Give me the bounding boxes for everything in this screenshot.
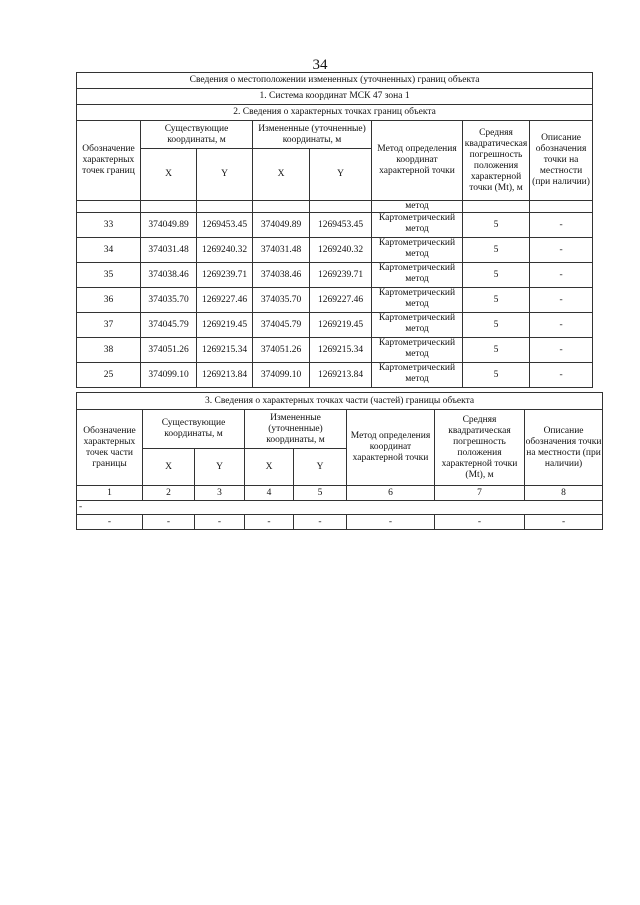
- dash-cell: -: [435, 515, 525, 530]
- point-cell: 35: [77, 263, 141, 288]
- header-y: Y: [195, 449, 245, 486]
- blank-cell: [253, 201, 310, 213]
- changed-x-cell: 374031.48: [253, 238, 310, 263]
- existing-x-cell: 374099.10: [141, 363, 197, 388]
- coordinate-system: 1. Система координат МСК 47 зона 1: [77, 89, 593, 105]
- table-row: [77, 363, 593, 388]
- existing-y-cell: 1269239.71: [197, 263, 253, 288]
- dash-cell: -: [294, 515, 347, 530]
- accuracy-cell: 5: [463, 263, 530, 288]
- changed-y-cell: 1269215.34: [310, 338, 372, 363]
- header-method: Метод определения координат характерной точки: [372, 121, 463, 201]
- description-cell: -: [530, 363, 593, 388]
- header-description: Описание обозначения точки на местности (при наличии): [525, 410, 603, 486]
- table-title: Сведения о местоположении измененных (уточненных) границ объекта: [77, 73, 593, 89]
- changed-y-cell: 1269240.32: [310, 238, 372, 263]
- accuracy-cell: 5: [463, 363, 530, 388]
- table-row: [77, 515, 603, 530]
- changed-x-cell: 374049.89: [253, 213, 310, 238]
- dash-cell: -: [525, 515, 603, 530]
- subheader-method: метод: [372, 201, 463, 213]
- header-changed: Измененные (уточненные) координаты, м: [245, 410, 347, 449]
- table-row: [77, 313, 593, 338]
- header-changed: Измененные (уточненные) координаты, м: [253, 121, 372, 149]
- header-accuracy: Средняя квадратическая погрешность положения характерной точки (Mt), м: [435, 410, 525, 486]
- part-boundary-points-table: [76, 392, 603, 530]
- column-number: 8: [525, 486, 603, 501]
- description-cell: -: [530, 213, 593, 238]
- column-number: 2: [143, 486, 195, 501]
- column-number: 1: [77, 486, 143, 501]
- section-3-title: 3. Сведения о характерных точках части (частей) границы объекта: [77, 393, 603, 410]
- existing-x-cell: 374049.89: [141, 213, 197, 238]
- accuracy-cell: 5: [463, 338, 530, 363]
- header-y: Y: [294, 449, 347, 486]
- header-y: Y: [197, 149, 253, 201]
- existing-x-cell: 374035.70: [141, 288, 197, 313]
- method-cell: Картометрический метод: [372, 288, 463, 313]
- description-cell: -: [530, 238, 593, 263]
- header-designation: Обозначение характерных точек части границы: [77, 410, 143, 486]
- accuracy-cell: 5: [463, 213, 530, 238]
- table-row: [77, 338, 593, 363]
- column-number: 5: [294, 486, 347, 501]
- column-number: 3: [195, 486, 245, 501]
- blank-cell: [141, 201, 197, 213]
- changed-y-cell: 1269227.46: [310, 288, 372, 313]
- header-x: X: [253, 149, 310, 201]
- dash-row: -: [77, 501, 603, 515]
- point-cell: 38: [77, 338, 141, 363]
- point-cell: 25: [77, 363, 141, 388]
- existing-y-cell: 1269215.34: [197, 338, 253, 363]
- table-row: [77, 288, 593, 313]
- page-number: 34: [312, 57, 328, 73]
- boundary-points-table: [76, 72, 593, 388]
- existing-x-cell: 374045.79: [141, 313, 197, 338]
- blank-cell: [463, 201, 530, 213]
- column-number: 4: [245, 486, 294, 501]
- changed-x-cell: 374051.26: [253, 338, 310, 363]
- column-number: 7: [435, 486, 525, 501]
- changed-y-cell: 1269453.45: [310, 213, 372, 238]
- existing-y-cell: 1269213.84: [197, 363, 253, 388]
- changed-x-cell: 374099.10: [253, 363, 310, 388]
- section-2-title: 2. Сведения о характерных точках границ объекта: [77, 105, 593, 121]
- header-x: X: [141, 149, 197, 201]
- description-cell: -: [530, 288, 593, 313]
- table-row: [77, 213, 593, 238]
- table-row: [77, 238, 593, 263]
- method-cell: Картометрический метод: [372, 313, 463, 338]
- changed-x-cell: 374035.70: [253, 288, 310, 313]
- dash-cell: -: [347, 515, 435, 530]
- method-cell: Картометрический метод: [372, 213, 463, 238]
- method-cell: Картометрический метод: [372, 338, 463, 363]
- dash-cell: -: [195, 515, 245, 530]
- header-accuracy: Средняя квадратическая погрешность положения характерной точки (Mt), м: [463, 121, 530, 201]
- dash-cell: -: [143, 515, 195, 530]
- header-existing: Существующие координаты, м: [141, 121, 253, 149]
- accuracy-cell: 5: [463, 238, 530, 263]
- header-description: Описание обозначения точки на местности (при наличии): [530, 121, 593, 201]
- existing-y-cell: 1269219.45: [197, 313, 253, 338]
- existing-x-cell: 374038.46: [141, 263, 197, 288]
- header-x: X: [245, 449, 294, 486]
- existing-y-cell: 1269240.32: [197, 238, 253, 263]
- description-cell: -: [530, 338, 593, 363]
- header-existing: Существующие координаты, м: [143, 410, 245, 449]
- point-cell: 37: [77, 313, 141, 338]
- dash-cell: -: [245, 515, 294, 530]
- blank-cell: [77, 201, 141, 213]
- blank-cell: [310, 201, 372, 213]
- changed-y-cell: 1269219.45: [310, 313, 372, 338]
- changed-y-cell: 1269213.84: [310, 363, 372, 388]
- column-number: 6: [347, 486, 435, 501]
- header-method: Метод определения координат характерной точки: [347, 410, 435, 486]
- changed-x-cell: 374045.79: [253, 313, 310, 338]
- accuracy-cell: 5: [463, 288, 530, 313]
- description-cell: -: [530, 263, 593, 288]
- existing-y-cell: 1269227.46: [197, 288, 253, 313]
- header-x: X: [143, 449, 195, 486]
- blank-cell: [197, 201, 253, 213]
- description-cell: -: [530, 313, 593, 338]
- point-cell: 33: [77, 213, 141, 238]
- column-number-row: [77, 486, 603, 501]
- point-cell: 36: [77, 288, 141, 313]
- changed-x-cell: 374038.46: [253, 263, 310, 288]
- blank-cell: [530, 201, 593, 213]
- accuracy-cell: 5: [463, 313, 530, 338]
- header-y: Y: [310, 149, 372, 201]
- existing-y-cell: 1269453.45: [197, 213, 253, 238]
- dash-cell: -: [77, 515, 143, 530]
- existing-x-cell: 374051.26: [141, 338, 197, 363]
- method-cell: Картометрический метод: [372, 263, 463, 288]
- header-designation: Обозначение характерных точек границ: [77, 121, 141, 201]
- table-row: [77, 263, 593, 288]
- method-cell: Картометрический метод: [372, 238, 463, 263]
- changed-y-cell: 1269239.71: [310, 263, 372, 288]
- method-cell: Картометрический метод: [372, 363, 463, 388]
- point-cell: 34: [77, 238, 141, 263]
- existing-x-cell: 374031.48: [141, 238, 197, 263]
